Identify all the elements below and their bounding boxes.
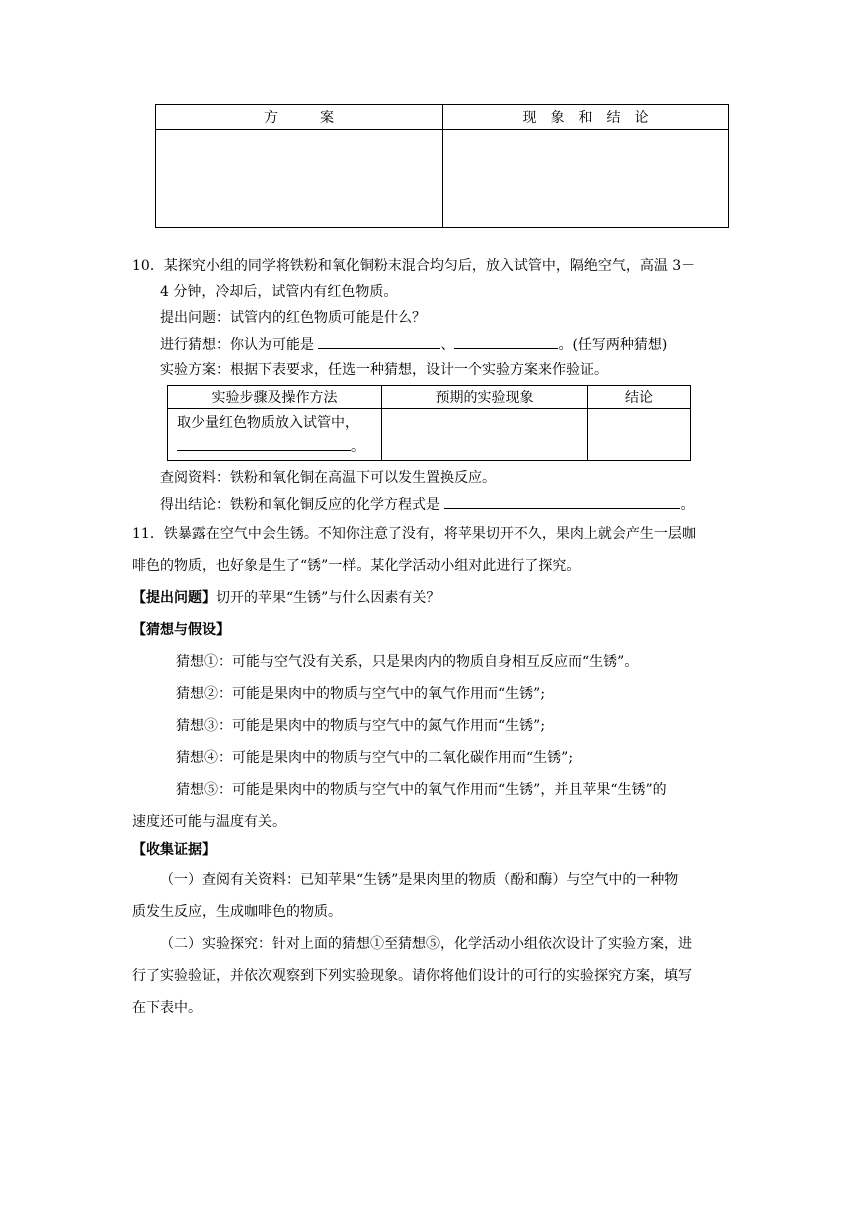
plan-cell[interactable] bbox=[156, 130, 443, 228]
question-heading: 【提出问题】 bbox=[132, 590, 216, 606]
evidence-2-line1: （二）实验探究：针对上面的猜想①至猜想⑤，化学活动小组依次设计了实验方案，进 bbox=[160, 936, 692, 952]
guess-blank-2[interactable] bbox=[454, 334, 558, 349]
conclusion-cell[interactable] bbox=[588, 409, 691, 461]
hypothesis-4: 猜想④：可能是果肉中的物质与空气中的二氧化碳作用而“生锈”; bbox=[176, 750, 574, 766]
q11-question: 【提出问题】切开的苹果“生锈”与什么因素有关？ bbox=[132, 590, 441, 606]
experiment-table bbox=[167, 385, 691, 461]
result-cell[interactable] bbox=[443, 130, 729, 228]
hypothesis-5: 猜想⑤：可能是果肉中的物质与空气中的氧气作用而“生锈”，并且苹果“生锈”的 bbox=[176, 782, 667, 798]
q10-line1: 10．某探究小组的同学将铁粉和氧化铜粉末混合均匀后，放入试管中，隔绝空气，高温 3－ bbox=[132, 258, 696, 274]
evidence-2-line3: 在下表中。 bbox=[132, 1000, 202, 1016]
evidence-2-line2: 行了实验验证，并依次观察到下列实验现象。请你将他们设计的可行的实验探究方案，填写 bbox=[132, 968, 692, 984]
hypothesis-3: 猜想③：可能是果肉中的物质与空气中的氮气作用而“生锈”; bbox=[176, 718, 546, 734]
hypothesis-heading: 【猜想与假设】 bbox=[132, 622, 230, 638]
header-steps: 实验步骤及操作方法 bbox=[168, 386, 382, 409]
q11-line1: 11．铁暴露在空气中会生锈。不知你注意了没有，将苹果切开不久，果肉上就会产生一层咖 bbox=[132, 526, 696, 542]
guess-blank-1[interactable] bbox=[318, 334, 440, 349]
hypothesis-2: 猜想②：可能是果肉中的物质与空气中的氧气作用而“生锈”; bbox=[176, 686, 546, 702]
q10-reference: 查阅资料：铁粉和氧化铜在高温下可以发生置换反应。 bbox=[160, 470, 496, 486]
evidence-heading: 【收集证据】 bbox=[132, 842, 216, 858]
q10-number: 10． bbox=[132, 258, 164, 274]
q10-plan: 实验方案：根据下表要求，任选一种猜想，设计一个实验方案来作验证。 bbox=[160, 362, 608, 378]
q11-line2: 啡色的物质，也好象是生了“锈”一样。某化学活动小组对此进行了探究。 bbox=[132, 558, 581, 574]
q11-number: 11． bbox=[132, 526, 164, 542]
q10-question: 提出问题：试管内的红色物质可能是什么？ bbox=[160, 310, 426, 326]
header-result: 现 象 和 结 论 bbox=[443, 105, 729, 130]
hypothesis-5-cont: 速度还可能与温度有关。 bbox=[132, 814, 286, 830]
steps-blank[interactable] bbox=[177, 436, 351, 451]
hypothesis-1: 猜想①：可能与空气没有关系，只是果肉内的物质自身相互反应而“生锈”。 bbox=[176, 654, 639, 670]
plan-result-table bbox=[155, 104, 729, 228]
evidence-1-line2: 质发生反应，生成咖啡色的物质。 bbox=[132, 904, 342, 920]
q10-conclusion: 得出结论：铁粉和氧化铜反应的化学方程式是 。 bbox=[160, 494, 694, 515]
header-phenomenon: 预期的实验现象 bbox=[382, 386, 588, 409]
header-conclusion: 结论 bbox=[588, 386, 691, 409]
header-plan: 方 案 bbox=[156, 105, 443, 130]
q10-line2: 4 分钟，冷却后，试管内有红色物质。 bbox=[160, 284, 398, 300]
steps-cell: 取少量红色物质放入试管中， 。 bbox=[168, 409, 382, 461]
q10-guess: 进行猜想：你认为可能是 、 。(任写两种猜想) bbox=[160, 334, 667, 355]
phenomenon-cell[interactable] bbox=[382, 409, 588, 461]
equation-blank[interactable] bbox=[444, 494, 680, 509]
evidence-1-line1: （一）查阅有关资料：已知苹果“生锈”是果肉里的物质（酚和酶）与空气中的一种物 bbox=[160, 872, 679, 888]
